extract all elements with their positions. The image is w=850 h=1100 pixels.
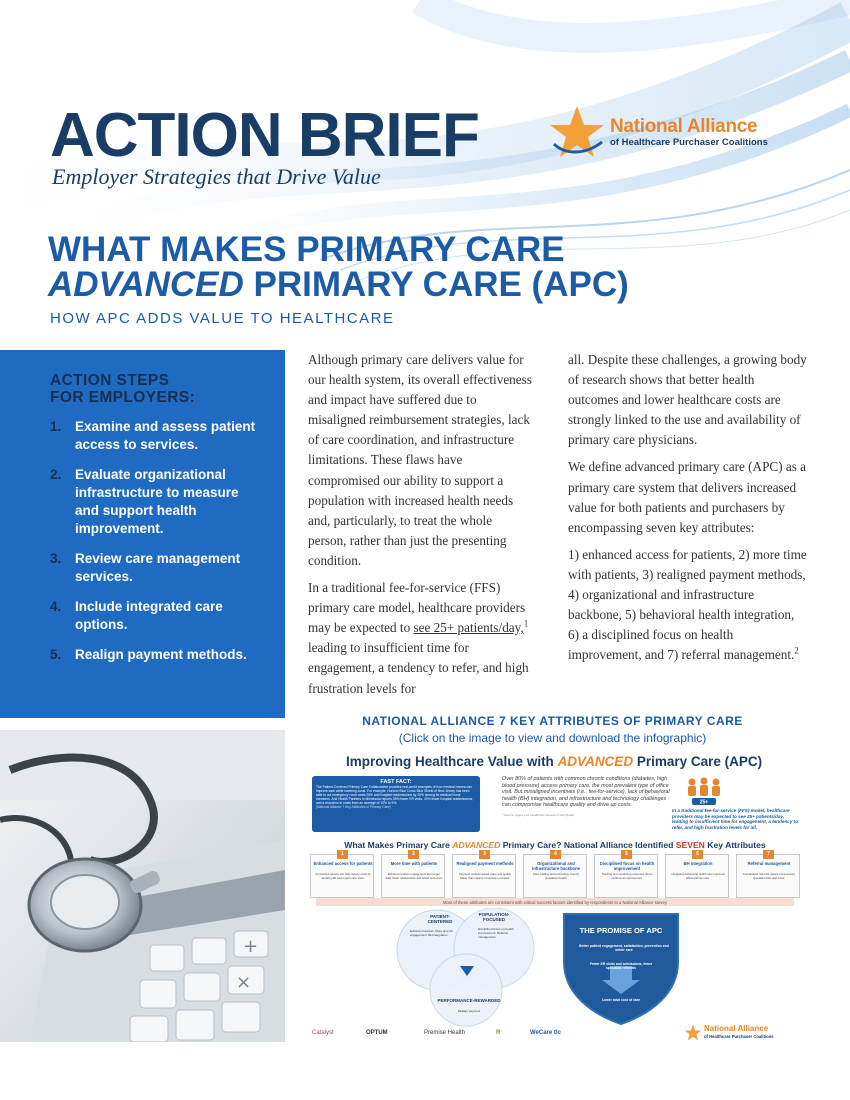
infographic-download-link[interactable]: (Click on the image to view and download the infographic) (398, 731, 707, 745)
fast-fact-box (312, 776, 480, 832)
stethoscope-calculator-photo (0, 730, 285, 1042)
attribute-number: 7 (763, 850, 774, 859)
body-paragraph (308, 578, 532, 699)
body-text: leading to insufficient time for engagement, a tendency to refer, and high frustration levels for (308, 640, 529, 696)
action-steps-heading-line-2: FOR EMPLOYERS: (50, 389, 196, 406)
fast-fact-heading: FAST FACT: (380, 779, 412, 785)
svg-text:×: × (236, 972, 252, 993)
attribute-number: 1 (337, 850, 348, 859)
body-text: 1) enhanced access for patients, 2) more time with patients, 3) realigned payment methods, 4) organizational and infrastructure backbone, 5) behavioral health integration, 6) a disciplined focus on health improvement, and 7) referral management. (568, 546, 807, 663)
fast-fact-body: The Patient-Centered Primary Care Collaborative provides real-world examples of how medical homes can improve care while lowering costs. For example, Horizon Blue Cross Blue Shield of New Jersey has been able to cut emergency room costs 26% and hospital readmissions by 25% among its medical home members. And Health Partners in Minnesota reports 39% fewer ER visits, 40% fewer hospital readmissions, and a reduction in costs from an average of 10% to 5%. (316, 785, 474, 806)
step-number: 2. (50, 467, 62, 482)
step-text: Examine and assess patient access to services. (75, 419, 256, 452)
chronic-conditions-text (502, 776, 672, 819)
attribute-card (736, 851, 800, 898)
attribute-body: Enhanced patient engagement and longer visits foster relationships and better outcomes. (385, 872, 443, 880)
action-steps-box (0, 350, 285, 718)
national-alliance-logo[interactable] (548, 104, 808, 164)
attribute-number: 3 (479, 850, 490, 859)
attribute-heading: Disciplined focus on health improvement (599, 861, 655, 871)
star-icon (548, 104, 606, 162)
action-step (50, 646, 265, 664)
chronic-conditions-source: * Source: Agency for Healthcare Research and Quality (502, 812, 575, 817)
action-step (50, 598, 265, 634)
attributes-heading-seven: SEVEN (675, 840, 705, 850)
partner-logo-catalyst: Catalyst (312, 1030, 334, 1036)
attributes-heading-text: Key Attributes (704, 840, 766, 850)
promise-text-2: Fewer ER visits and admissions, fewer specialist referrals (589, 962, 653, 971)
attribute-number: 4 (550, 850, 561, 859)
attribute-heading: Referral management (747, 861, 791, 866)
star-icon (684, 1024, 702, 1042)
attribute-card (594, 851, 658, 898)
attributes-heading-text: What Makes Primary Care (344, 840, 453, 850)
attribute-heading: BH integration (683, 861, 713, 866)
chronic-conditions-body: Over 80% of patients with common chronic conditions (diabetes, high blood pressure) access primary care, the most prevalent type of office visit. But misaligned incentives (i.e., fee-for-service), lack of behavioral health (BH) integration, and infrastructure and technology challenges can compromise healthcare quality and drive up costs. (502, 776, 670, 809)
infographic-alliance-name: National Alliance (704, 1024, 769, 1033)
attribute-heading: Organizational and infrastructure backbone (532, 861, 580, 871)
step-number: 4. (50, 599, 62, 614)
venn-performance-rewarded: PERFORMANCE-REWARDED (437, 998, 501, 1003)
footnote-ref: 1 (523, 618, 529, 629)
action-steps-heading-line-1: ACTION STEPS (50, 372, 170, 389)
infographic-image[interactable] (306, 748, 804, 1044)
infographic-heading (346, 754, 762, 769)
promise-text-1: Better patient engagement, satisfaction, prevention and better care (579, 944, 669, 953)
attribute-heading: Enhanced access for patients (313, 861, 373, 866)
attribute-body: Integrating behavioral health care improves whole-person care. (671, 872, 725, 880)
attribute-card (523, 851, 587, 898)
headline-line-2 (48, 265, 629, 305)
patients-per-day-link[interactable]: see 25+ patients/day, (413, 620, 524, 636)
fast-fact-source: (National Alliance 7 Key Attributes of Primary Care) (316, 805, 391, 810)
patients-people-icon (684, 776, 724, 806)
attributes-row (310, 851, 800, 898)
people-badge: 25+ (699, 799, 709, 806)
attribute-body: Payment models reward value and quality rather than volume of services provided. (459, 872, 511, 880)
venn-population-bullets: Disciplined focus on health improvement; Referral management (478, 927, 514, 939)
partner-logo-optum: OPTUM (366, 1030, 388, 1036)
body-paragraph: Although primary care delivers value for our health system, its overall effectiveness and impact have suffered due to misaligned reimbursement strategies, lack of care coordination, and infrastructure limitations. These flaws have compromised our ability to support a population with increased health needs and, particularly, to treat the whole person, rather than just the presenting condition. (308, 352, 532, 568)
attribute-heading: More time with patients (390, 861, 438, 866)
action-step (50, 418, 265, 454)
headline-emphasis: ADVANCED (48, 265, 244, 304)
action-steps-list (50, 418, 265, 664)
infographic-heading-text: Primary Care (APC) (633, 754, 763, 769)
action-step (50, 550, 265, 586)
action-steps-heading (50, 372, 265, 406)
promise-of-apc-shield (554, 910, 688, 1026)
step-number: 3. (50, 551, 62, 566)
promise-title: THE PROMISE OF APC (579, 926, 663, 935)
attributes-heading-highlight: ADVANCED (452, 840, 501, 850)
step-text: Review care management services. (75, 551, 241, 584)
attribute-body: Data, staffing and technology support population health. (532, 872, 580, 880)
subhead: HOW APC ADDS VALUE TO HEALTHCARE (50, 310, 395, 327)
headline-line-1: WHAT MAKES PRIMARY CARE (48, 230, 565, 269)
infographic-title: NATIONAL ALLIANCE 7 KEY ATTRIBUTES OF PRIMARY CARE (362, 714, 743, 728)
footnote-ref: 2 (794, 645, 799, 656)
body-paragraph: We define advanced primary care (APC) as a primary care system that delivers increased value for both patients and purchasers by encompassing seven key attributes: (568, 459, 807, 535)
attribute-body: Tracking and measuring outcomes drives continuous improvement. (601, 872, 653, 880)
step-text: Include integrated care options. (75, 599, 223, 632)
step-number: 5. (50, 647, 62, 662)
attribute-body: Coordinated referrals reduce unnecessary specialist visits and costs. (742, 872, 796, 880)
infographic-alliance-logo (684, 1022, 804, 1044)
venn-patient-centered: PATIENT-CENTERED (427, 914, 453, 924)
venn-population-focused: POPULATION-FOCUSED (478, 912, 510, 922)
body-paragraph: all. Despite these challenges, a growing body of research shows that better health outcomes and lower healthcare costs are strongly linked to the use and availability of primary care physicians. (568, 352, 807, 448)
infographic-alliance-tag: of Healthcare Purchaser Coalitions (704, 1034, 774, 1039)
brief-title: ACTION BRIEF (50, 101, 479, 170)
step-text: Realign payment methods. (75, 647, 247, 662)
survey-note: Most of these attributes are consistent with critical success factors identified by respondents to a National Alliance survey (443, 900, 667, 905)
svg-text:+: + (243, 936, 259, 957)
attribute-card (310, 851, 374, 898)
attributes-heading-text: Primary Care? National Alliance Identified (500, 840, 676, 850)
step-number: 1. (50, 419, 62, 434)
venn-patient-bullets: Enhanced access; More time for engagement; BH integration (410, 929, 454, 937)
venn-performance-bullets: Realign payment (457, 1009, 481, 1013)
seven-attributes-heading (306, 840, 804, 850)
attribute-number: 5 (621, 850, 632, 859)
body-paragraph (568, 545, 808, 666)
logo-name: National Alliance (610, 116, 758, 137)
body-column-1 (308, 350, 532, 706)
action-step (50, 466, 265, 538)
partner-logo-premise: Premise Health (424, 1030, 466, 1036)
body-text: In a traditional fee-for-service (FFS) primary care model, healthcare providers may be expected to (308, 580, 526, 636)
body-column-2 (568, 350, 808, 672)
infographic-heading-text: Improving Healthcare Value with (346, 754, 558, 769)
headline-rest: PRIMARY CARE (APC) (243, 265, 629, 304)
attribute-card (381, 851, 445, 898)
attribute-heading: Realigned payment methods (456, 861, 514, 866)
attribute-number: 6 (692, 850, 703, 859)
attribute-card (452, 851, 516, 898)
partner-logo-wecare: WeCare tlc (530, 1030, 561, 1036)
step-text: Evaluate organizational infrastructure to measure and support health improvement. (75, 467, 239, 536)
infographic-heading-highlight: ADVANCED (557, 754, 634, 769)
brief-subtitle: Employer Strategies that Drive Value (52, 164, 381, 189)
partner-logo-r: R (496, 1030, 501, 1036)
logo-tagline: of Healthcare Purchaser Coalitions (610, 137, 768, 148)
ffs-model-text: In a traditional fee-for-service (FFS) model, healthcare providers may be expected to see 25+ patients/day, leading to insufficient time for engagement, a tendency to refer, and high frustration levels for all. (672, 808, 799, 830)
attribute-card (665, 851, 729, 898)
promise-text-3: Lower total cost of care (601, 998, 641, 1002)
attribute-body: Convenient access can help reduce costs by avoiding ER and urgent care visits. (315, 872, 371, 880)
attribute-number: 2 (408, 850, 419, 859)
